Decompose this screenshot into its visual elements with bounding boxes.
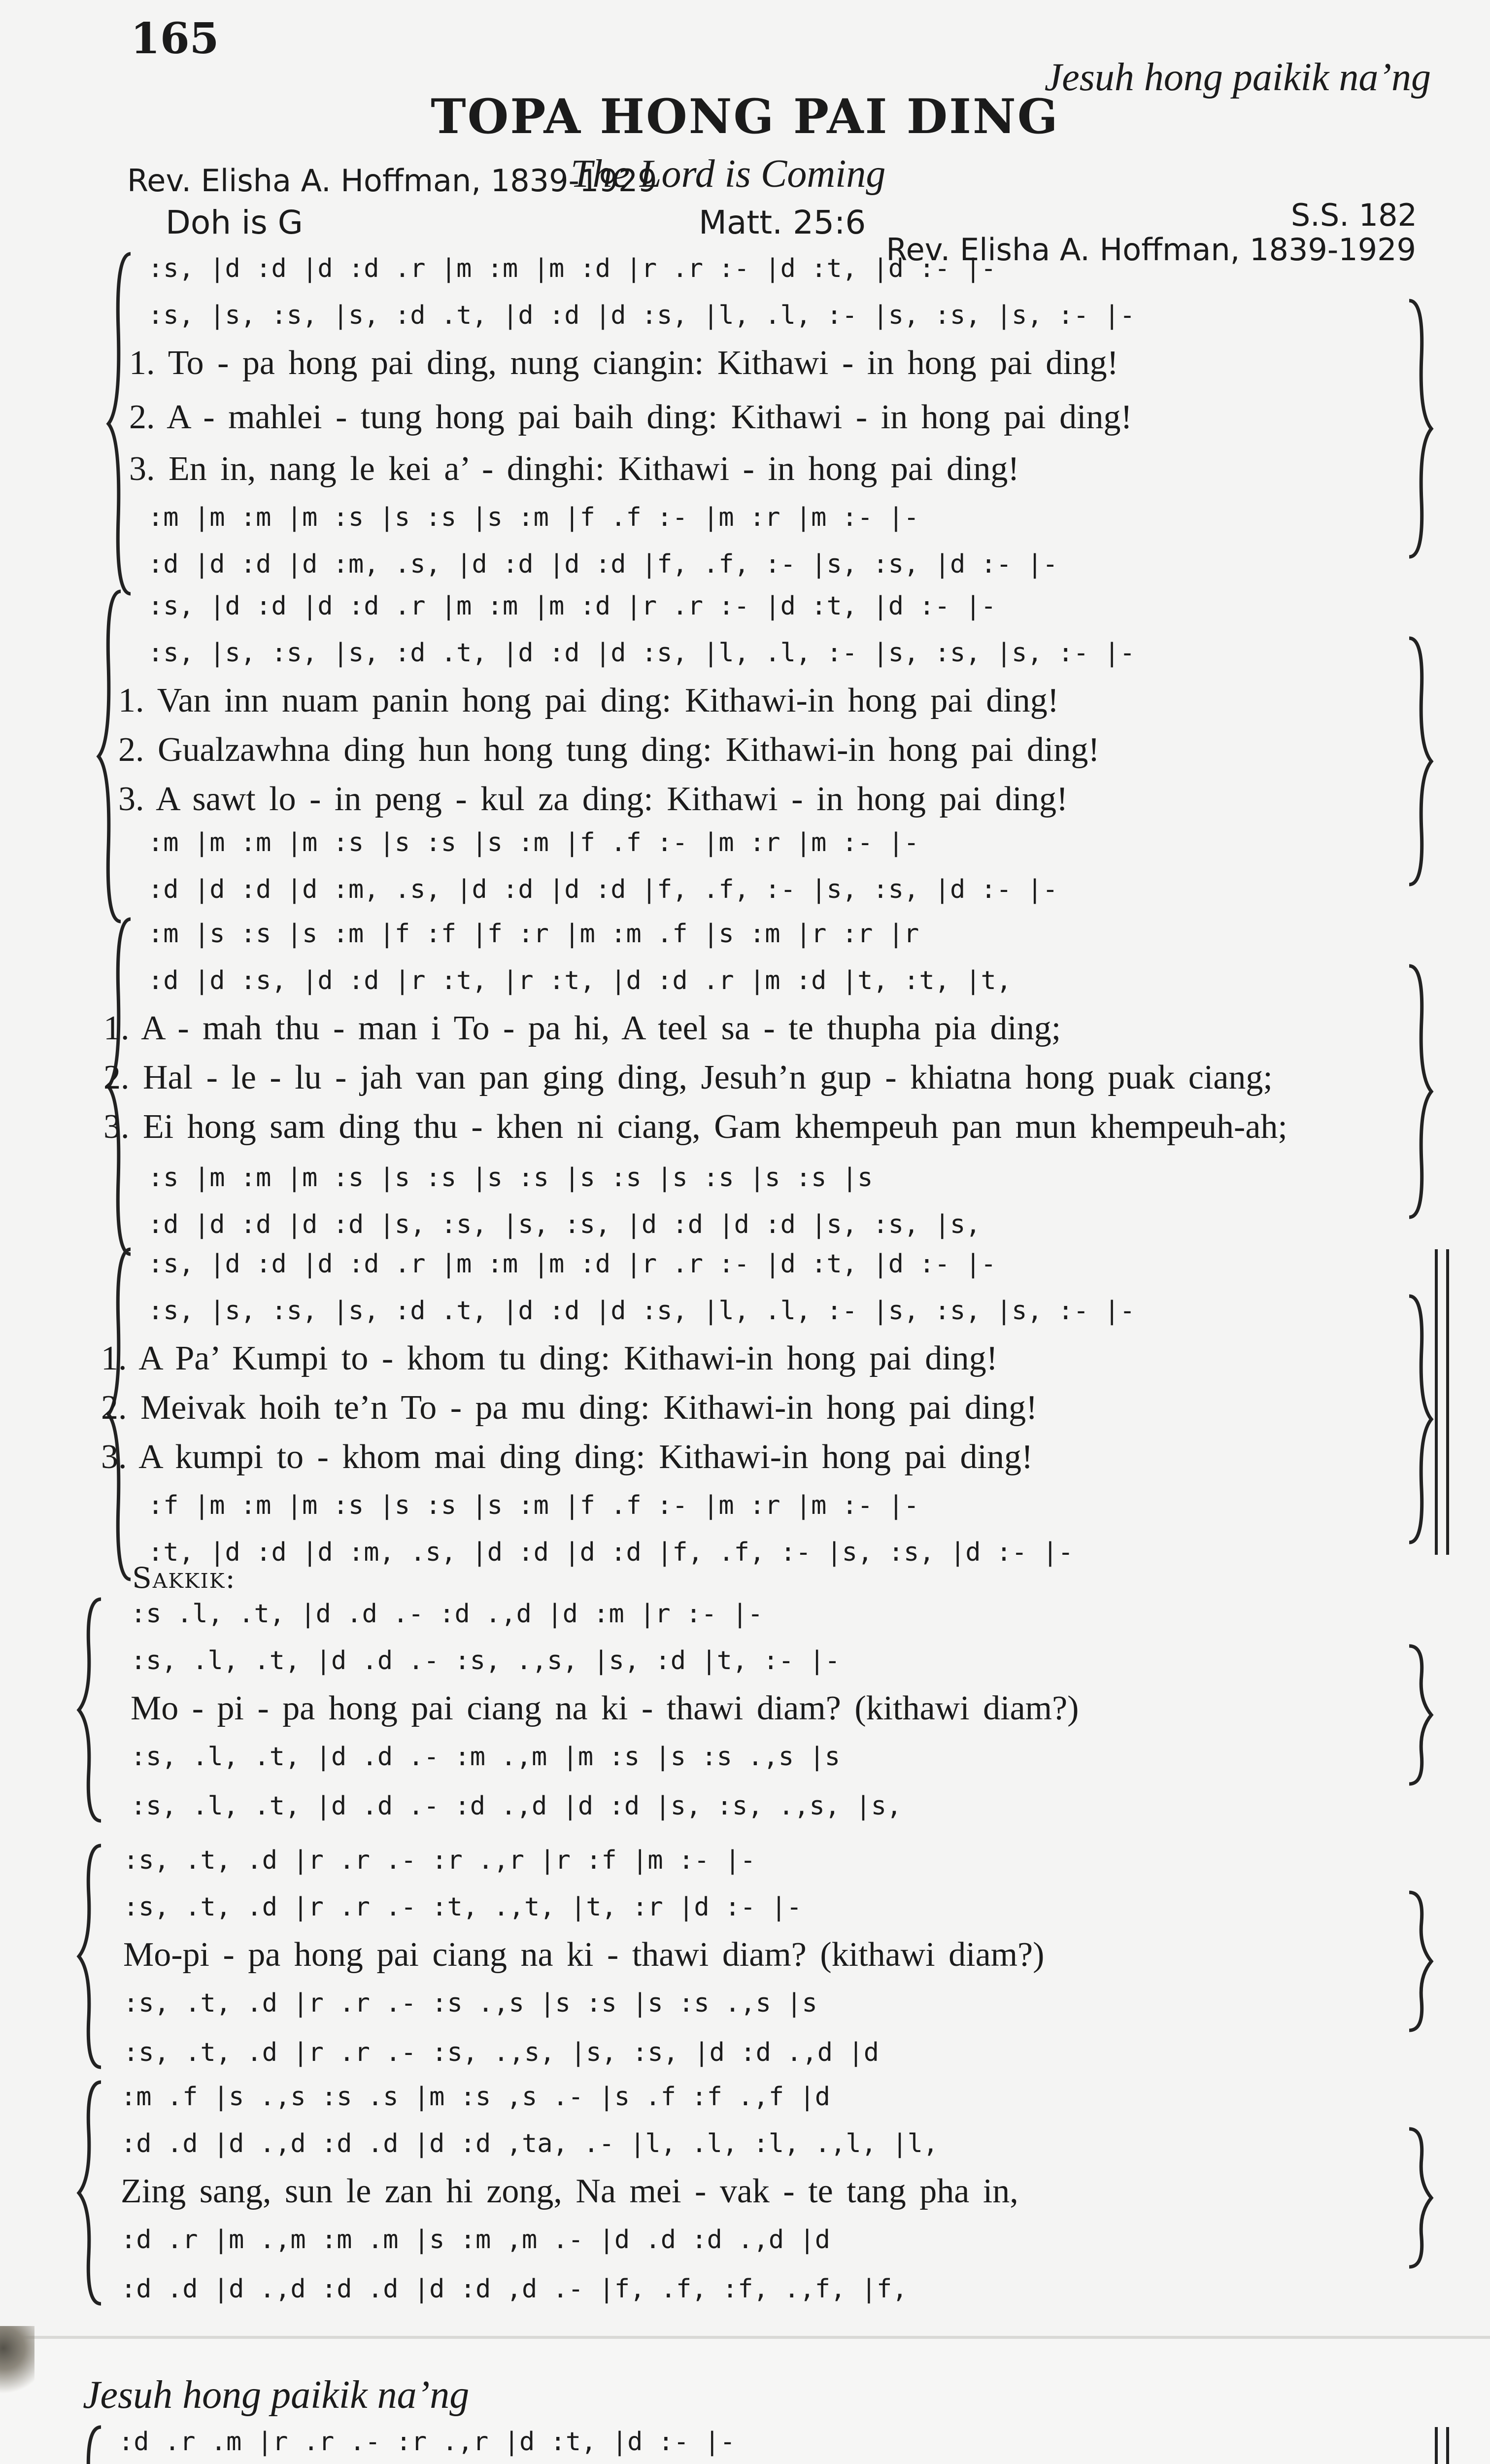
bass-line: :d |d :d |d :m, .s, |d :d |d :d |f, .f, :- |s, :s, |d :- |- xyxy=(148,875,1058,904)
lyric-line-2: 2. A - mahlei - tung hong pai baih ding: Kithawi - in hong pai ding! xyxy=(129,398,1132,436)
right-brace xyxy=(1404,1643,1434,1786)
double-bar-thin xyxy=(1435,2427,1438,2464)
tenor-line: :s |m :m |m :s |s :s |s :s |s :s |s :s |s :s |s xyxy=(148,1163,873,1193)
author-right: Rev. Elisha A. Hoffman, 1839-1929 xyxy=(886,232,1416,268)
lyric-line-1: Mo - pi - pa hong pai ciang na ki - thawi diam? (kithawi diam?) xyxy=(131,1689,1079,1727)
music-system-5 xyxy=(0,1599,1490,1826)
alto-line: :s, |s, :s, |s, :d .t, |d :d |d :s, |l, .l, :- |s, :s, |s, :- |- xyxy=(148,301,1135,330)
double-bar-thick xyxy=(1446,1249,1449,1555)
tenor-line: :s, .t, .d |r .r .- :s .,s |s :s |s :s .,s |s xyxy=(123,1988,817,2018)
soprano-line: :s, .t, .d |r .r .- :r .,r |r :f |m :- |- xyxy=(123,1846,756,1875)
right-brace xyxy=(1404,636,1434,887)
right-brace xyxy=(1404,963,1434,1220)
lyric-line-2: 2. Gualzawhna ding hun hong tung ding: Kithawi-in hong pai ding! xyxy=(118,731,1100,769)
lyric-line-3: 3. A sawt lo - in peng - kul za ding: Kithawi - in hong pai ding! xyxy=(118,780,1068,818)
hymn-subtitle: The Lord is Coming xyxy=(571,152,886,196)
lyric-line-1: Mo-pi - pa hong pai ciang na ki - thawi diam? (kithawi diam?) xyxy=(123,1936,1045,1974)
bass-line: :d .d |d .,d :d .d |d :d ,d .- |f, .f, :f, .,f, |f, xyxy=(121,2274,908,2304)
right-brace-path xyxy=(1409,1646,1431,1784)
tenor-line: :f |m :m |m :s |s :s |s :m |f .f :- |m :r |m :- |- xyxy=(148,1491,919,1520)
hymn-title: TOPA HONG PAI DING xyxy=(431,89,1059,144)
left-brace xyxy=(76,2080,106,2306)
running-title: Jesuh hong paikik na’ng xyxy=(1044,56,1431,99)
lyric-line-3: 3. Ei hong sam ding thu - khen ni ciang, Gam khempeuh pan mun khempeuh-ah; xyxy=(103,1108,1287,1146)
left-brace-path xyxy=(79,1599,101,1821)
tenor-line: :s, .l, .t, |d .d .- :m .,m |m :s |s :s .,s |s xyxy=(131,1742,841,1772)
soprano-line: :d .r .m |r .r .- :r .,r |d :t, |d :- |- xyxy=(118,2427,736,2457)
alto-line: :s, .t, .d |r .r .- :t, .,t, |t, :r |d :- |- xyxy=(123,1892,802,1922)
right-brace-path xyxy=(1409,301,1431,557)
tenor-line: :d .r |m .,m :m .m |s :m ,m .- |d .d :d .,d |d xyxy=(121,2225,831,2255)
music-system-6 xyxy=(0,1846,1490,2072)
right-brace-path xyxy=(1409,1892,1431,2030)
double-bar-thin xyxy=(1435,1249,1438,1555)
right-brace-path xyxy=(1409,638,1431,885)
alto-line: :s, |s, :s, |s, :d .t, |d :d |d :s, |l, .l, :- |s, :s, |s, :- |- xyxy=(148,1296,1135,1326)
left-brace-path xyxy=(99,591,121,922)
left-brace-path xyxy=(79,2427,101,2464)
left-brace xyxy=(76,1843,106,2070)
key-signature: Doh is G xyxy=(166,204,303,241)
soprano-line: :s, |d :d |d :d .r |m :m |m :d |r .r :- |d :t, |d :- |- xyxy=(148,1249,996,1279)
soprano-line: :m .f |s .,s :s .s |m :s ,s .- |s .f :f .,f |d xyxy=(121,2082,831,2112)
double-bar-thick xyxy=(1446,2427,1449,2464)
music-system-3 xyxy=(0,919,1490,1259)
scripture-reference: Matt. 25:6 xyxy=(699,204,866,241)
right-brace-path xyxy=(1409,1296,1431,1542)
bass-line: :d |d :d |d :m, .s, |d :d |d :d |f, .f, :- |s, :s, |d :- |- xyxy=(148,549,1058,579)
left-brace xyxy=(76,1597,106,1823)
right-brace xyxy=(1404,1890,1434,2033)
alto-line: :d |d :s, |d :d |r :t, |r :t, |d :d .r |m :d |t, :t, |t, xyxy=(148,966,1012,995)
bass-line: :s, .l, .t, |d .d .- :d .,d |d :d |s, :s, .,s, |s, xyxy=(131,1791,902,1821)
lyric-line-1: 1. To - pa hong pai ding, nung ciangin: Kithawi - in hong pai ding! xyxy=(129,344,1118,382)
right-brace xyxy=(1404,2126,1434,2269)
soprano-line: :s, |d :d |d :d .r |m :m |m :d |r .r :- |d :t, |d :- |- xyxy=(148,591,996,621)
lyric-line-2: 2. Meivak hoih te’n To - pa mu ding: Kithawi-in hong pai ding! xyxy=(101,1389,1038,1427)
right-brace xyxy=(1404,298,1434,559)
left-brace-path xyxy=(108,254,131,594)
lyric-line-1: 1. A - mah thu - man i To - pa hi, A teel sa - te thupha pia ding; xyxy=(103,1009,1061,1047)
chorus-label: Sakkik: xyxy=(132,1561,236,1595)
music-system-4 xyxy=(0,1249,1490,1584)
ss-number: S.S. 182 xyxy=(1290,197,1417,233)
lyric-line-1: 1. Van inn nuam panin hong pai ding: Kithawi-in hong pai ding! xyxy=(118,682,1059,719)
page-number: 165 xyxy=(131,14,219,64)
photo-shadow xyxy=(0,2326,34,2400)
left-brace-path xyxy=(79,1846,101,2067)
music-system-8 xyxy=(0,2427,1490,2464)
lyric-line-3: 3. A kumpi to - khom mai ding ding: Kithawi-in hong pai ding! xyxy=(101,1438,1033,1476)
music-system-2 xyxy=(0,591,1490,926)
bass-line: :t, |d :d |d :m, .s, |d :d |d :d |f, .f, :- |s, :s, |d :- |- xyxy=(148,1538,1074,1567)
right-brace-path xyxy=(1409,2129,1431,2267)
soprano-line: :s, |d :d |d :d .r |m :m |m :d |r .r :- |d :t, |d :- |- xyxy=(148,254,996,283)
lyric-line-3: 3. En in, nang le kei a’ - dinghi: Kithawi - in hong pai ding! xyxy=(129,450,1019,488)
left-brace xyxy=(76,2425,106,2464)
bass-line: :s, .t, .d |r .r .- :s, .,s, |s, :s, |d :d .,d |d xyxy=(123,2038,880,2067)
bass-line: :d |d :d |d :d |s, :s, |s, :s, |d :d |d :d |s, :s, |s, xyxy=(148,1210,981,1239)
author-left: Rev. Elisha A. Hoffman, 1839-1929 xyxy=(127,163,657,199)
alto-line: :d .d |d .,d :d .d |d :d ,ta, .- |l, .l, :l, .,l, |l, xyxy=(121,2129,939,2158)
soprano-line: :s .l, .t, |d .d .- :d .,d |d :m |r :- |- xyxy=(131,1599,763,1629)
lyric-line-1: Zing sang, sun le zan hi zong, Na mei - vak - te tang pha in, xyxy=(121,2172,1018,2210)
lyric-line-2: 2. Hal - le - lu - jah van pan ging ding, Jesuh’n gup - khiatna hong puak ciang; xyxy=(103,1059,1273,1096)
alto-line: :s, |s, :s, |s, :d .t, |d :d |d :s, |l, .l, :- |s, :s, |s, :- |- xyxy=(148,638,1135,668)
left-brace-path xyxy=(79,2082,101,2304)
music-system-7 xyxy=(0,2082,1490,2309)
footer-running-title: Jesuh hong paikik na’ng xyxy=(83,2373,470,2417)
soprano-line: :m |s :s |s :m |f :f |f :r |m :m .f |s :m |r :r |r xyxy=(148,919,919,949)
tenor-line: :m |m :m |m :s |s :s |s :m |f .f :- |m :r |m :- |- xyxy=(148,503,919,532)
music-system-1 xyxy=(0,254,1490,599)
lyric-line-1: 1. A Pa’ Kumpi to - khom tu ding: Kithawi-in hong pai ding! xyxy=(101,1339,998,1377)
right-brace xyxy=(1404,1294,1434,1545)
alto-line: :s, .l, .t, |d .d .- :s, .,s, |s, :d |t, :- |- xyxy=(131,1646,841,1676)
tenor-line: :m |m :m |m :s |s :s |s :m |f .f :- |m :r |m :- |- xyxy=(148,828,919,857)
right-brace-path xyxy=(1409,966,1431,1217)
